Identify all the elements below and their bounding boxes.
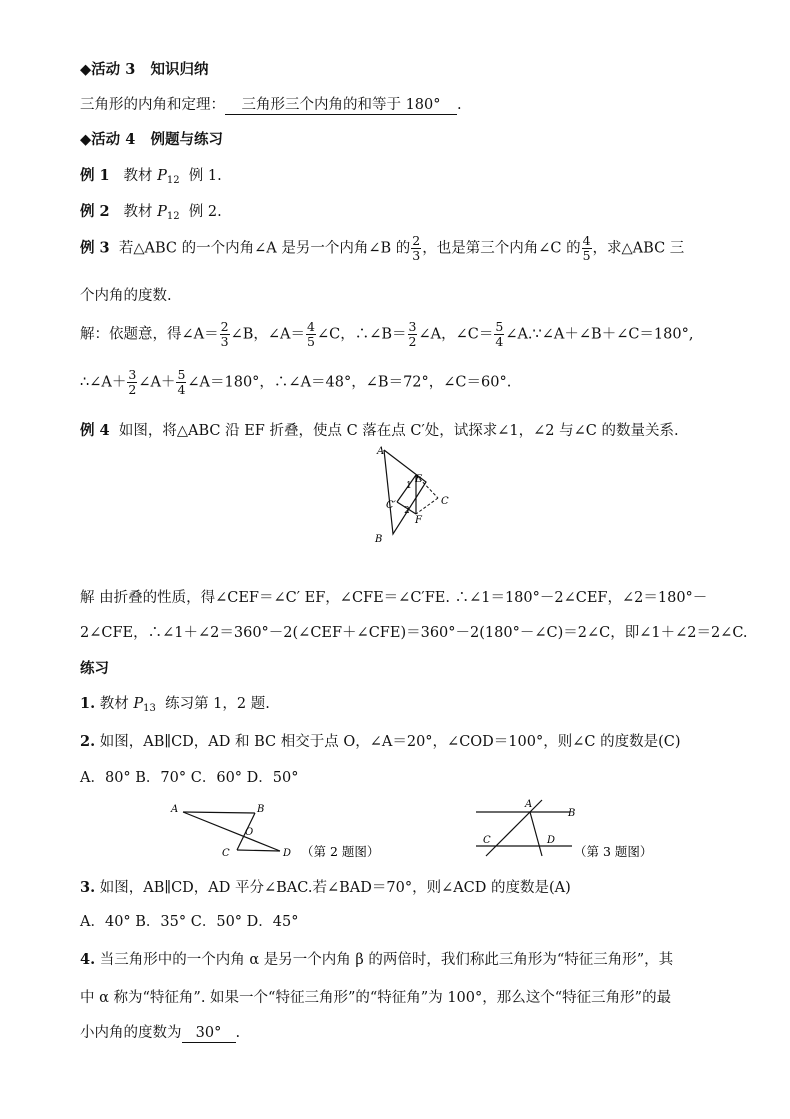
- fraction: $\frac{4}{5}$: [582, 233, 591, 263]
- fraction: $\frac{2}{3}$: [412, 233, 421, 263]
- segment-ad: [183, 812, 280, 851]
- dashed-edge-cf: [416, 498, 438, 514]
- example-4: 例 4 如图，将△ABC 沿 EF 折叠，使点 C 落在点 C′处，试探求∠1，∠2 与∠C 的数量关系.: [80, 422, 679, 439]
- practice-4-line-3: 小内角的度数为 30° .: [80, 1025, 241, 1041]
- activity-4-heading: ◆活动 4 例题与练习: [80, 131, 223, 148]
- practice-4-line-1: 4. 当三角形中的一个内角 α 是另一个内角 β 的两倍时，我们称此三角形为“特征三角形”，其: [80, 951, 674, 968]
- theorem-answer: 三角形三个内角的和等于 180°: [225, 97, 457, 115]
- practice-2-options: A．80° B．70° C．60° D．50°: [80, 770, 299, 786]
- practice-3: 3. 如图，AB∥CD，AD 平分∠BAC.若∠BAD＝70°，则∠ACD 的度数是(A): [80, 879, 571, 896]
- practice-3-options: A．40° B．35° C．50° D．45°: [80, 914, 299, 930]
- solution-3-line-2: ∴∠A＋ $\frac{3}{2}$ ∠A＋ $\frac{5}{4}$ ∠A＝180°，∴∠A＝48°，∠B＝72°，∠C＝60°.: [80, 367, 512, 397]
- segment-ab: [183, 812, 255, 813]
- example-3-line-1: 例 3 若△ABC 的一个内角∠A 是另一个内角∠B 的 $\frac{2}{3}$ ，也是第三个内角∠C 的 $\frac{4}{5}$ ，求△ABC 三: [80, 233, 685, 263]
- figure-question-2: [165, 798, 395, 864]
- solution-4-line-2: 2∠CFE，∴∠1＋∠2＝360°－2(∠CEF＋∠CFE)＝360°－2(180°－∠C)＝2∠C，即∠1＋∠2＝2∠C.: [80, 625, 748, 641]
- example-2: 例 2 教材 $P_{12}$ 例 2.: [80, 203, 222, 222]
- diamond-bullet-icon: ◆: [80, 131, 92, 148]
- angle-label-1: 1: [406, 481, 412, 491]
- point-label-a: A: [171, 804, 179, 815]
- folded-triangle-figure: [360, 442, 460, 546]
- example-3-line-2: 个内角的度数.: [80, 288, 172, 304]
- fraction: $\frac{5}{4}$: [177, 367, 186, 397]
- point-label-f: F: [415, 515, 422, 526]
- fraction: $\frac{3}{2}$: [408, 319, 417, 349]
- point-label-a: A: [525, 799, 533, 810]
- fraction: $\frac{3}{2}$: [128, 367, 137, 397]
- point-label-d: D: [547, 835, 556, 846]
- answer-blank: 30°: [182, 1025, 236, 1043]
- activity-3-heading: ◆活动 3 知识归纳: [80, 61, 209, 78]
- point-label-d: D: [283, 848, 292, 859]
- point-label-c: C: [441, 496, 449, 507]
- point-label-c-prime: C′: [386, 500, 396, 511]
- figure-2-caption: （第 2 题图）: [301, 844, 380, 859]
- fraction: $\frac{4}{5}$: [307, 319, 315, 349]
- point-label-b: B: [257, 804, 265, 815]
- point-label-e: E: [415, 474, 423, 485]
- solution-3-line-1: 解：依题意，得∠A＝ $\frac{2}{3}$ ∠B，∠A＝ $\frac{4}{5}$ ∠C，∴∠B＝ $\frac{3}{2}$ ∠A，∠C＝ $\frac{5}{4}$ ∠A.∵∠A＋∠B＋∠C＝180°,: [80, 319, 694, 349]
- fraction: $\frac{2}{3}$: [220, 319, 229, 349]
- fraction: $\frac{5}{4}$: [495, 319, 504, 349]
- segment-ad: [530, 812, 542, 856]
- example-1: 例 1 教材 $P_{12}$ 例 1.: [80, 167, 222, 186]
- point-label-c: C: [483, 835, 491, 846]
- practice-heading: 练习: [80, 660, 109, 677]
- angle-label-2: 2: [404, 506, 410, 516]
- line-ac-transversal: [486, 800, 542, 856]
- point-label-b: B: [375, 534, 383, 545]
- segment-cd: [237, 850, 280, 851]
- practice-2: 2. 如图，AB∥CD，AD 和 BC 相交于点 O，∠A＝20°，∠COD＝100°，则∠C 的度数是(C): [80, 733, 681, 750]
- solution-4-line-1: 解 由折叠的性质，得∠CEF＝∠C′ EF，∠CFE＝∠C′FE. ∴∠1＝180°－2∠CEF，∠2＝180°－: [80, 590, 708, 606]
- figure-3-caption: （第 3 题图）: [574, 844, 653, 859]
- practice-1: 1. 教材 $P_{13}$ 练习第 1，2 题.: [80, 695, 270, 714]
- theorem-line: 三角形的内角和定理： 三角形三个内角的和等于 180° .: [80, 97, 462, 113]
- figure-question-3: [470, 794, 670, 864]
- practice-4-line-2: 中 α 称为“特征角”. 如果一个“特征三角形”的“特征角”为 100°，那么这个“特征三角形”的最: [80, 990, 672, 1006]
- diamond-bullet-icon: ◆: [80, 61, 92, 78]
- point-label-a: A: [377, 446, 385, 457]
- point-label-o: O: [245, 827, 254, 838]
- point-label-b: B: [568, 808, 576, 819]
- point-label-c: C: [222, 848, 230, 859]
